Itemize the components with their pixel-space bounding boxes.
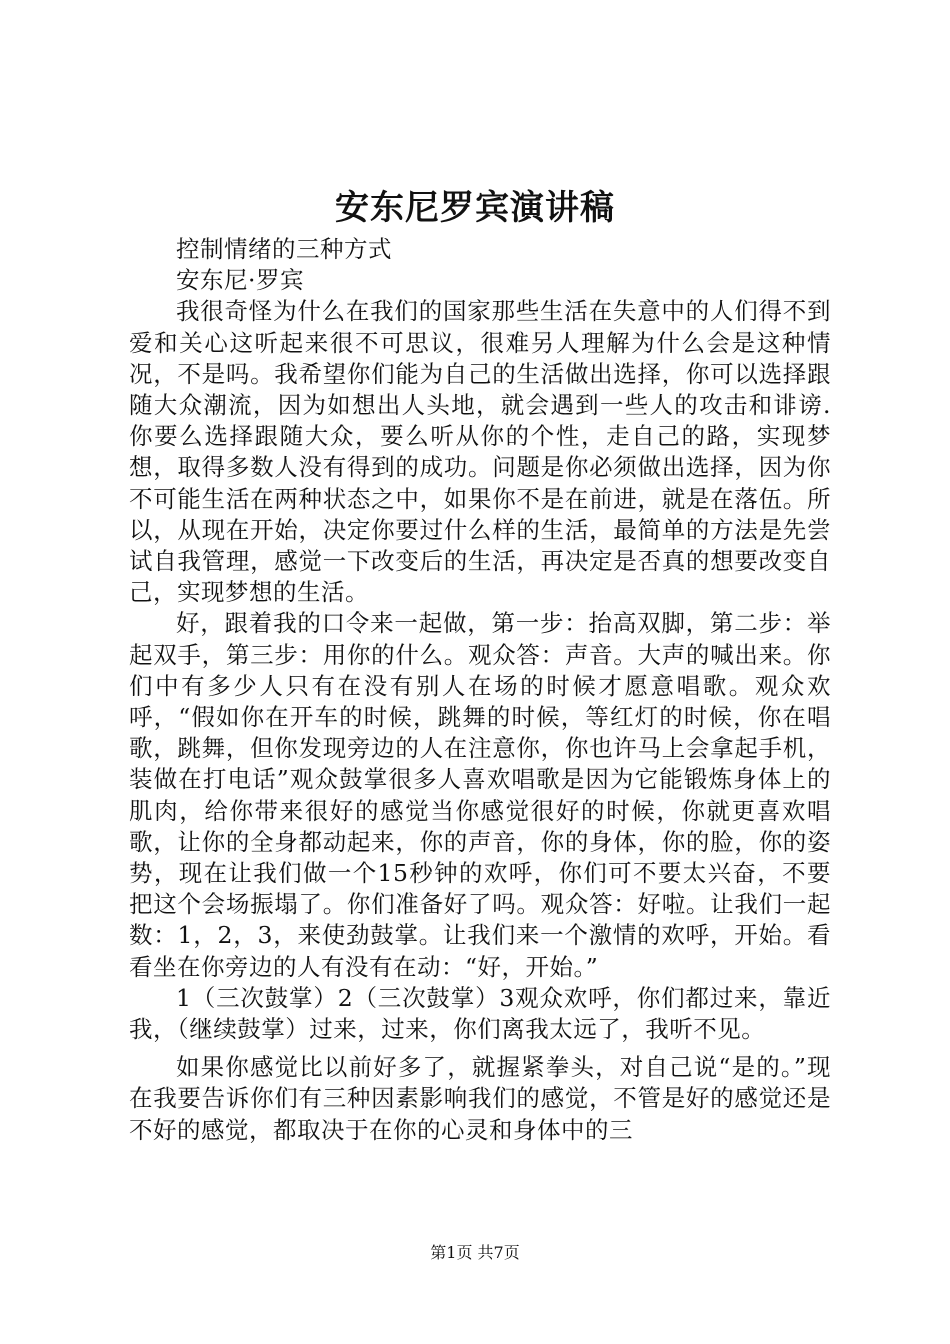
body-paragraph-1: 我很奇怪为什么在我们的国家那些生活在失意中的人们得不到爱和关心这听起来很不可思议，很难另人理解为什么会是这种情况，不是吗。我希望你们能为自己的生活做出选择，你可以选择跟随大众潮流，因为如想出人头地，就会遇到一些人的攻击和诽谤.你要么选择跟随大众，要么听从你的个性，走自己的路，实现梦想，取得多数人没有得到的成功。问题是你必须做出选择，因为你不可能生活在两种状态之中，如果你不是在前进，就是在落伍。所以，从现在开始，决定你要过什么样的生活，最简单的方法是先尝试自我管理，感觉一下改变后的生活，再决定是否真的想要改变自己，实现梦想的生活。 xyxy=(129,297,831,607)
author-paragraph: 安东尼·罗宾 xyxy=(176,266,304,295)
body-paragraph-4: 如果你感觉比以前好多了，就握紧拳头，对自己说“是的。”现在我要告诉你们有三种因素影响我们的感觉，不管是好的感觉还是不好的感觉，都取决于在你的心灵和身体中的三 xyxy=(129,1053,831,1144)
document-title: 安东尼罗宾演讲稿 xyxy=(335,188,615,228)
document-body xyxy=(129,234,831,1146)
body-paragraph-2: 好，跟着我的口令来一起做，第一步：抬高双脚，第二步：举起双手，第三步：用你的什么。观众答：声音。大声的喊出来。你们中有多少人只有在没有别人在场的时候才愿意唱歌。观众欢呼，“假如你在开车的时候，跳舞的时候，等红灯的时候，你在唱歌，跳舞，但你发现旁边的人在注意你，你也许马上会拿起手机，装做在打电话”观众鼓掌很多人喜欢唱歌是因为它能锻炼身体上的肌肉，给你带来很好的感觉当你感觉很好的时候，你就更喜欢唱歌，让你的全身都动起来，你的声音，你的身体，你的脸，你的姿势，现在让我们做一个15秒钟的欢呼，你们可不要太兴奋，不要把这个会场振塌了。你们准备好了吗。观众答：好啦。让我们一起数：1，2，3，来使劲鼓掌。让我们来一个激情的欢呼，开始。看看坐在你旁边的人有没有在动：“好，开始。” xyxy=(129,609,831,981)
page-footer: 第1页 共7页 xyxy=(430,1243,520,1262)
subtitle-paragraph: 控制情绪的三种方式 xyxy=(176,235,392,263)
body-paragraph-3: 1（三次鼓掌）2（三次鼓掌）3观众欢呼，你们都过来，靠近我，（继续鼓掌）过来，过来，你们离我太远了，我听不见。 xyxy=(129,983,831,1044)
